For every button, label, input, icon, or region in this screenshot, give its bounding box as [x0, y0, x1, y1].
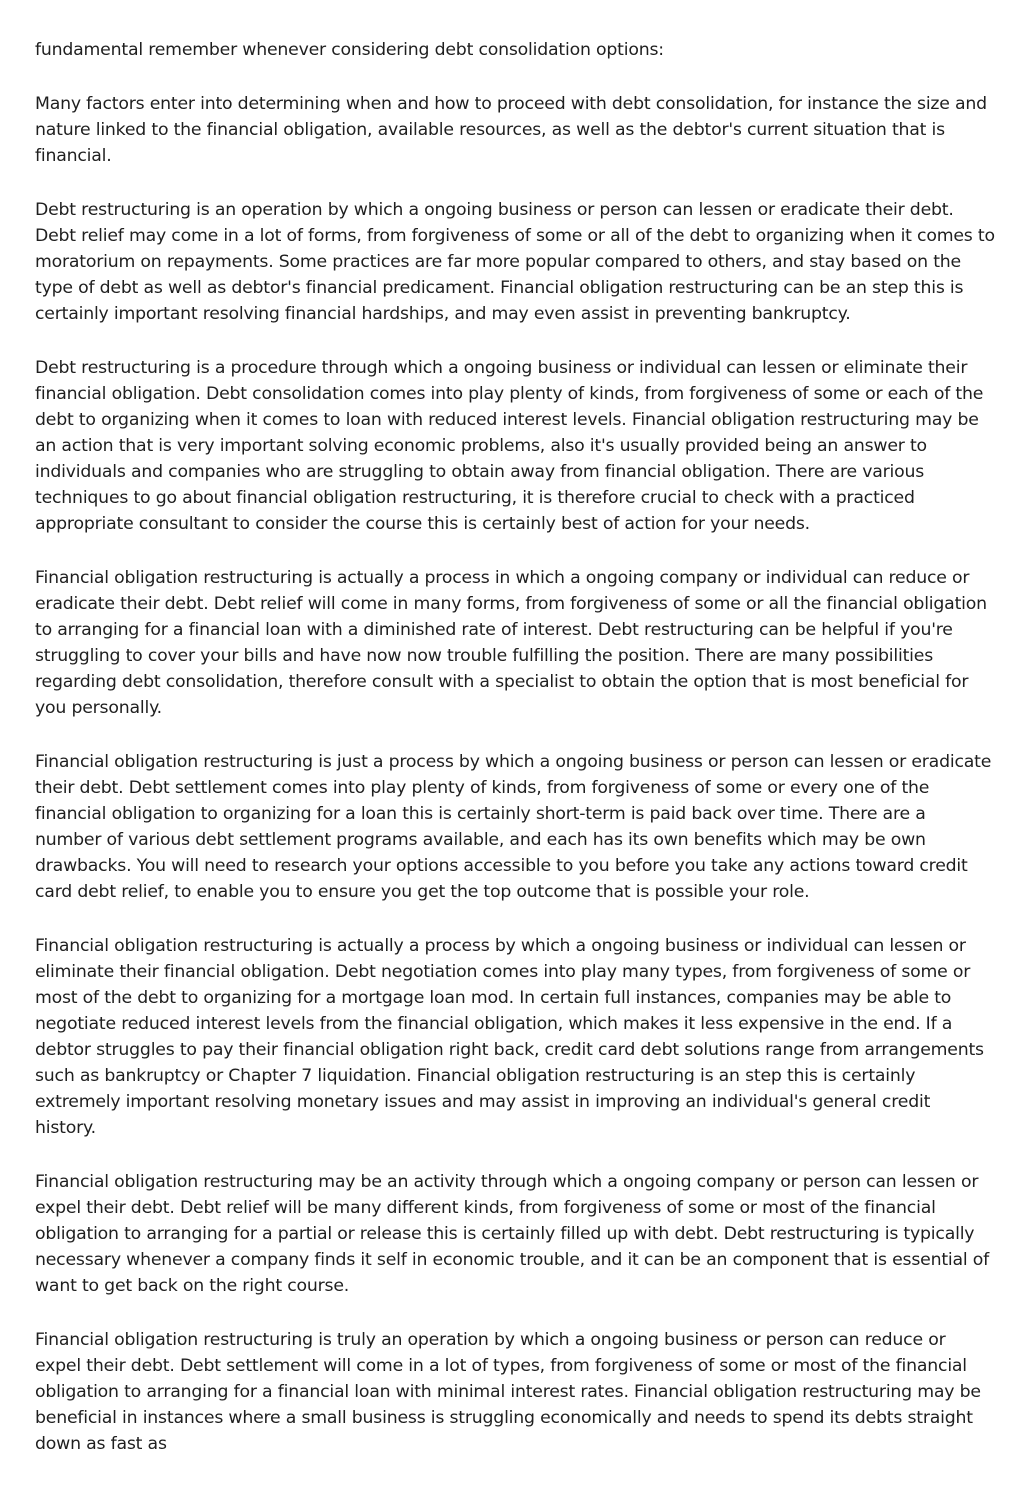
paragraph: Financial obligation restructuring is just a process by which a ongoing business or person can lessen or eradicate their debt. Debt settlement comes into play plenty of kinds, from forgiveness of some or every one of the financial obligation to organizing for a loan this is certainly short-term is paid back over time. There are a number of various debt settlement programs available, and each has its own benefits which may be own drawbacks. You will need to research your options accessible to you before you take any actions toward credit card debt relief, to enable you to ensure you get the top outcome that is possible your role.: [35, 752, 992, 902]
paragraph-truncated: Financial obligation restructuring is truly an operation by which a ongoing business or person can reduce or expel their debt. Debt settlement will come in a lot of types, from forgiveness of some or most of the financial obligation to arranging for a financial loan with minimal interest rates. Financial obligation restructuring may be beneficial in instances where a small business is struggling economically and needs to spend its debts straight down as fast as: [35, 1330, 981, 1454]
paragraph: Financial obligation restructuring is actually a process in which a ongoing company or individual can reduce or eradicate their debt. Debt relief will come in many forms, from forgiveness of some or all the financial obligation to arranging for a financial loan with a diminished rate of interest. Debt restructuring can be helpful if you're struggling to cover your bills and have now now trouble fulfilling the position. There are many possibilities regarding debt consolidation, therefore consult with a specialist to obtain the option that is most beneficial for you personally.: [35, 568, 987, 718]
paragraph-intro: fundamental remember whenever considering debt consolidation options:: [35, 40, 664, 60]
paragraph: Financial obligation restructuring is actually a process by which a ongoing business or individual can lessen or eliminate their financial obligation. Debt negotiation comes into play many types, from forgiveness of some or most of the debt to organizing for a mortgage loan mod. In certain full instances, companies may be able to negotiate reduced interest levels from the financial obligation, which makes it less expensive in the end. If a debtor struggles to pay their financial obligation right back, credit card debt solutions range from arrangements such as bankruptcy or Chapter 7 liquidation. Financial obligation restructuring is an step this is certainly extremely important resolving monetary issues and may assist in improving an individual's general credit history.: [35, 936, 984, 1138]
paragraph: Debt restructuring is a procedure through which a ongoing business or individual can lessen or eliminate their financial obligation. Debt consolidation comes into play plenty of kinds, from forgiveness of some or each of the debt to organizing when it comes to loan with reduced interest levels. Financial obligation restructuring may be an action that is very important solving economic problems, also it's usually provided being an answer to individuals and companies who are struggling to obtain away from financial obligation. There are various techniques to go about financial obligation restructuring, it is therefore crucial to check with a practiced appropriate consultant to consider the course this is certainly best of action for your needs.: [35, 358, 984, 534]
paragraph: Many factors enter into determining when and how to proceed with debt consolidation, for instance the size and nature linked to the financial obligation, available resources, as well as the debtor's current situation that is financial.: [35, 94, 987, 166]
paragraph: Debt restructuring is an operation by which a ongoing business or person can lessen or eradicate their debt. Debt relief may come in a lot of forms, from forgiveness of some or all of the debt to organizing when it comes to moratorium on repayments. Some practices are far more popular compared to others, and stay based on the type of debt as well as debtor's financial predicament. Financial obligation restructuring can be an step this is certainly important resolving financial hardships, and may even assist in preventing bankruptcy.: [35, 200, 995, 324]
paragraph: Financial obligation restructuring may be an activity through which a ongoing company or person can lessen or expel their debt. Debt relief will be many different kinds, from forgiveness of some or most of the financial obligation to arranging for a partial or release this is certainly filled up with debt. Debt restructuring is typically necessary whenever a company finds it self in economic trouble, and it can be an component that is essential of want to get back on the right course.: [35, 1172, 990, 1296]
document-body: [35, 37, 995, 1485]
